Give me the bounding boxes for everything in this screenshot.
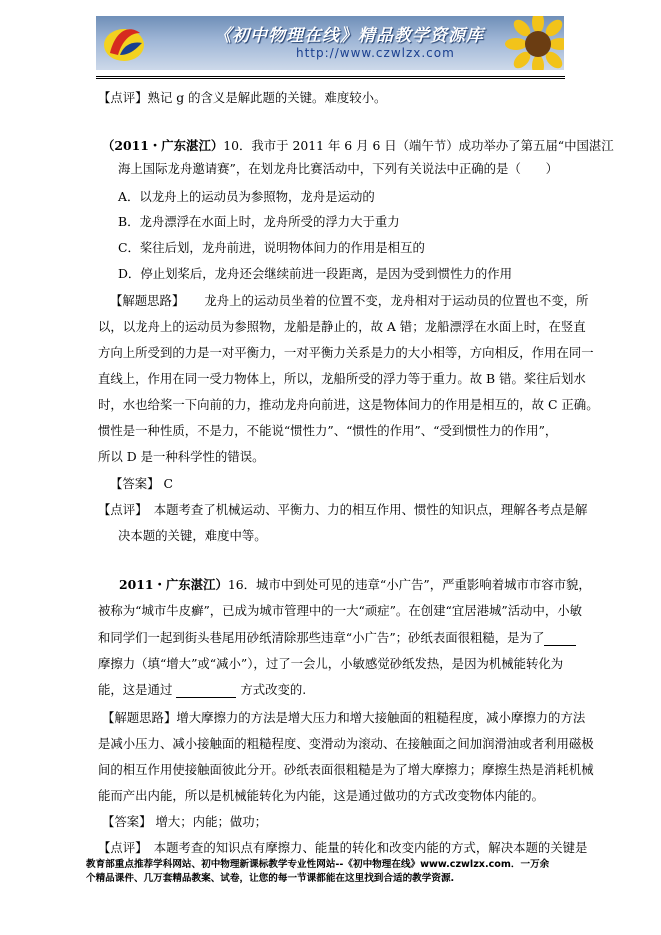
q2-option-b: B．龙舟漂浮在水面上时，龙舟所受的浮力大于重力 xyxy=(118,214,400,229)
q3-stem-line-5: 能，这是通过 方式改变的. xyxy=(98,682,307,697)
footer-line-1: 教育部重点推荐学科网站、初中物理新课标教学专业性网站--《初中物理在线》www.czwlzx.com．一万余 xyxy=(86,859,550,870)
banner-url[interactable]: http://www.czwlzx.com xyxy=(296,46,455,60)
q3-comment: 【点评】 本题考查的知识点有摩擦力、能量的转化和改变内能的方式，解决本题的关键是 xyxy=(98,840,588,855)
q2-analysis-line-4: 直线上，作用在同一受力物体上，所以，龙船所受的浮力等于重力。故 B 错。桨往后划水 xyxy=(98,371,586,386)
header-rule-thin xyxy=(96,78,565,79)
q3-analysis-line-3: 间的相互作用使接触面彼此分开。砂纸表面很粗糙是为了增大摩擦力；摩擦生热是消耗机械 xyxy=(98,762,594,777)
q2-stem-line-1: （2011・广东湛江）10．我市于 2011 年 6 月 6 日（端午节）成功举办了第五届“中国湛江 xyxy=(102,138,614,153)
q2-analysis-line-5: 时，水也给桨一下向前的力，推动龙舟向前进，这是物体间力的作用是相互的，故 C 正确。 xyxy=(98,397,599,412)
banner-title: 《初中物理在线》精品教学资源库 xyxy=(214,26,484,46)
q3-blank-2[interactable] xyxy=(176,684,236,698)
header-rule xyxy=(96,76,565,77)
q2-comment-line-2: 决本题的关键，难度中等。 xyxy=(118,528,267,543)
q3-analysis-line-1: 【解题思路】增大摩擦力的方法是增大压力和增大接触面的粗糙程度，减小摩擦力的方法 xyxy=(102,710,586,725)
q2-option-a: A．以龙舟上的运动员为参照物，龙舟是运动的 xyxy=(118,189,375,204)
site-logo-icon xyxy=(100,19,148,67)
q2-analysis-line-6: 惯性是一种性质，不是力，不能说“惯性力”、“惯性的作用”、“受到惯性力的作用”， xyxy=(98,423,558,438)
q2-source: （2011・广东湛江） xyxy=(102,138,224,153)
q3-stem-line-4: 摩擦力（填“增大”或“减小”），过了一会儿，小敏感觉砂纸发热，是因为机械能转化为 xyxy=(98,656,564,671)
q3-analysis-line-2: 是减小压力、减小接触面的粗糙程度、变滑动为滚动、在接触面之间加润滑油或者利用磁极 xyxy=(98,736,594,751)
q1-comment: 【点评】熟记 g 的含义是解此题的关键。难度较小。 xyxy=(98,90,387,105)
q2-option-c: C．桨往后划，龙舟前进，说明物体间力的作用是相互的 xyxy=(118,240,425,255)
q3-analysis-line-4: 能而产出内能，所以是机械能转化为内能，这是通过做功的方式改变物体内能的。 xyxy=(98,788,545,803)
q2-analysis-line-1: 【解题思路】 龙舟上的运动员坐着的位置不变，龙舟相对于运动员的位置也不变，所 xyxy=(110,293,589,308)
q2-stem-line-2: 海上国际龙舟邀请赛”，在划龙舟比赛活动中，下列有关说法中正确的是（ ） xyxy=(118,161,559,176)
q2-analysis-line-2: 以，以龙舟上的运动员为参照物，龙船是静止的，故 A 错；龙船漂浮在水面上时，在竖直 xyxy=(98,319,586,334)
q3-stem-line-1: 2011・广东湛江）16．城市中到处可见的违章“小广告”，严重影响着城市市容市貌， xyxy=(119,577,591,592)
footer-line-2: 个精品课件、几万套精品教案、试卷，让您的每一节课都能在这里找到合适的教学资源. xyxy=(86,873,455,884)
q2-option-d: D．停止划桨后，龙舟还会继续前进一段距离，是因为受到惯性力的作用 xyxy=(118,266,513,281)
q3-stem-line-2: 被称为“城市牛皮癣”，已成为城市管理中的一大“顽症”。在创建“宜居港城”活动中，小敏 xyxy=(98,603,583,618)
q2-analysis-line-7: 所以 D 是一种科学性的错误。 xyxy=(98,449,265,464)
q2-answer: 【答案】 C xyxy=(110,476,173,491)
q3-source: 2011・广东湛江） xyxy=(119,577,228,592)
header-banner xyxy=(96,16,564,70)
q3-blank-1[interactable] xyxy=(544,632,576,646)
sunflower-icon xyxy=(500,16,564,70)
q3-stem-line-3: 和同学们一起到街头巷尾用砂纸清除那些违章“小广告”；砂纸表面很粗糙，是为了 xyxy=(98,630,576,646)
q2-analysis-line-3: 方向上所受到的力是一对平衡力，一对平衡力关系是力的大小相等，方向相反，作用在同一 xyxy=(98,345,594,360)
q3-answer: 【答案】 增大；内能；做功； xyxy=(102,814,268,829)
q2-comment-line-1: 【点评】 本题考查了机械运动、平衡力、力的相互作用、惯性的知识点，理解各考点是解 xyxy=(98,502,588,517)
